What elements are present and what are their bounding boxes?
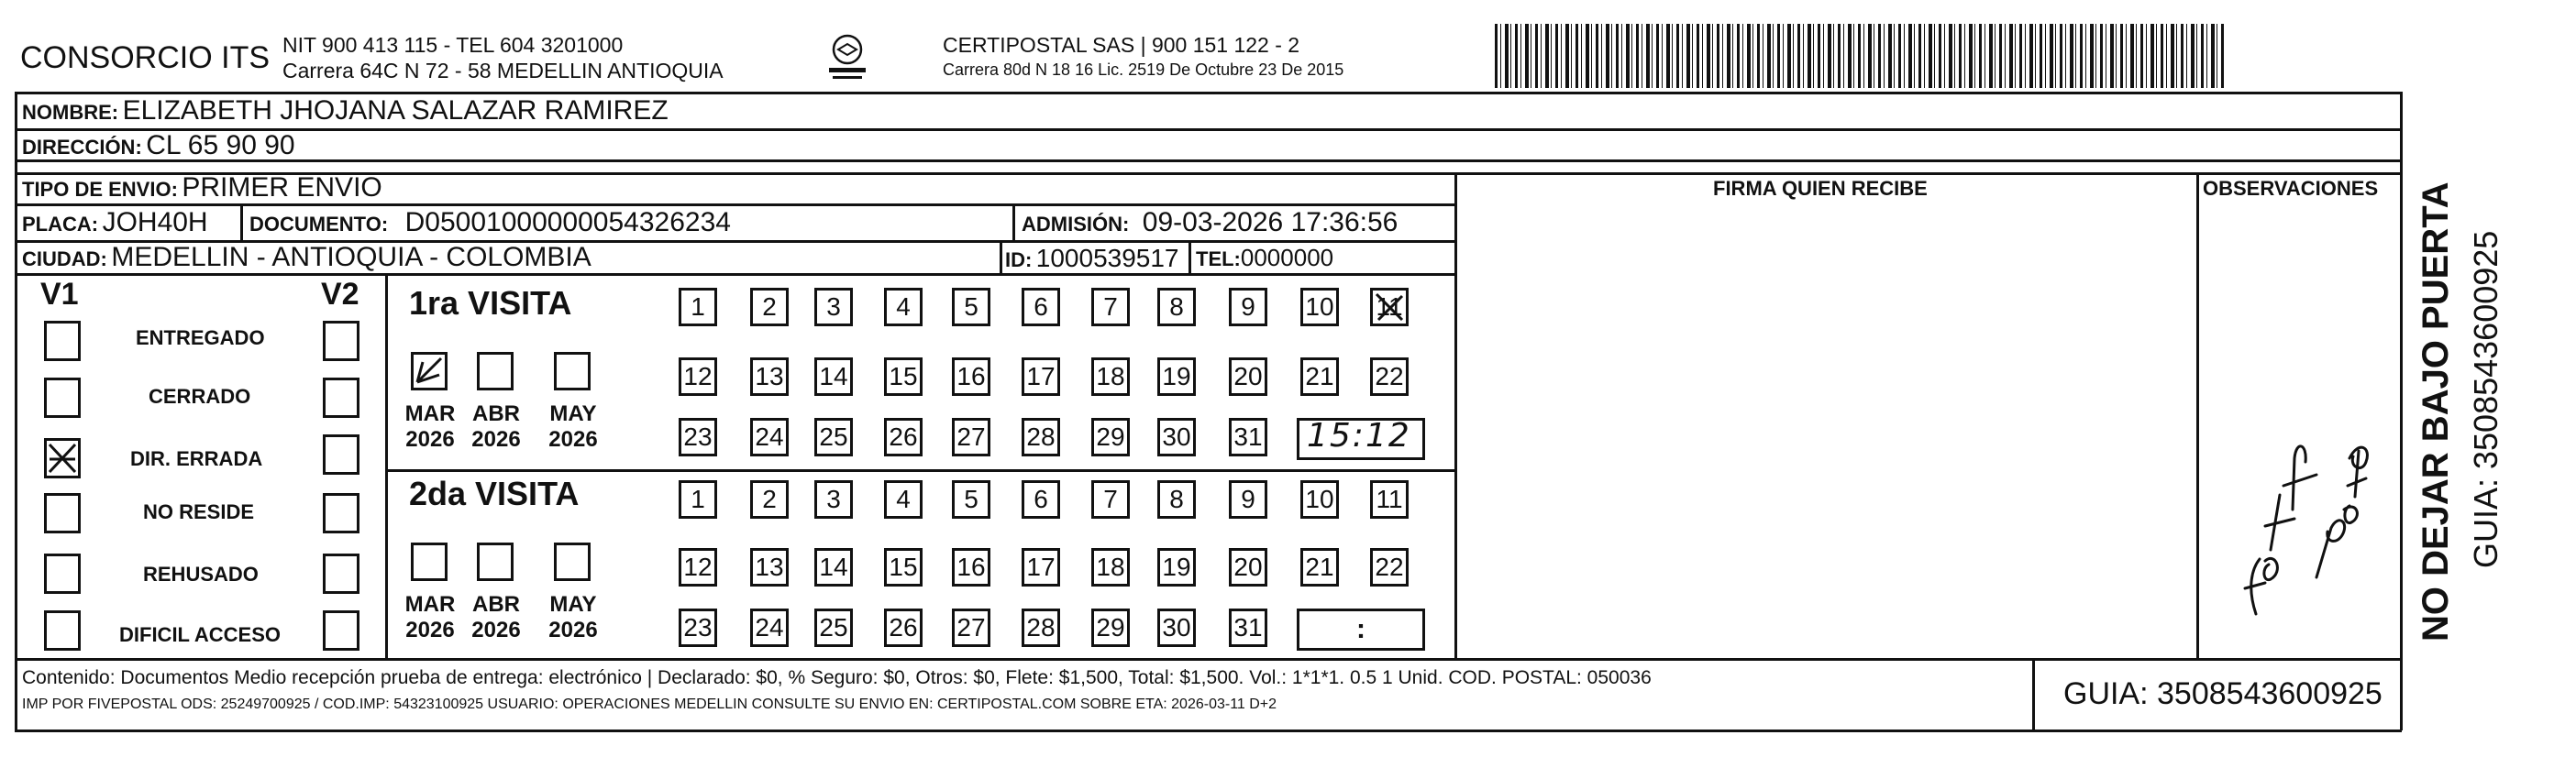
second-visit-day-29[interactable] [1091,609,1130,647]
second-visit-day-19[interactable] [1157,548,1196,587]
documento-label: DOCUMENTO: [249,213,389,236]
first-visit-day-15[interactable] [884,357,923,396]
first-visit-day-27[interactable] [952,418,990,456]
first-visit-day-17[interactable] [1022,357,1060,396]
second-visit-day-label: 9 [1241,485,1255,513]
first-visit-day-23[interactable] [679,418,717,456]
first-visit-day-7[interactable] [1091,288,1130,326]
v1-checkbox-no-reside[interactable] [44,493,81,533]
first-visit-month-mar: MAR [404,401,456,426]
first-visit-day-28[interactable] [1022,418,1060,456]
status-no-reside: NO RESIDE [143,500,255,523]
first-visit-day-1[interactable] [679,288,717,326]
observaciones-handwriting [2228,348,2375,642]
second-visit-day-20[interactable] [1229,548,1267,587]
observaciones-header: OBSERVACIONES [2203,177,2379,200]
v2-checkbox-no-reside[interactable] [323,493,359,533]
first-visit-day-10[interactable] [1300,288,1339,326]
v1-label: V1 [40,277,79,312]
first-visit-day-label: 5 [964,292,978,321]
second-visit-day-6[interactable] [1022,480,1060,519]
footer-contenido: Contenido: Documentos Medio recepción prueba de entrega: electrónico | Declarado: $0, % Seguro: $0, Otros: $0, Flete: $1,500, Total: $1,500. Vol.: 1*1*1. 0.5 1 Unid. COD. POSTAL: 050036 [22,667,1652,688]
second-visit-day-label: 14 [819,553,848,581]
second-visit-day-label: 13 [755,553,784,581]
second-visit-day-label: 21 [1305,553,1334,581]
second-visit-month-may: MAY [549,592,597,617]
first-visit-day-label: 23 [683,422,713,451]
certipostal-logo [824,31,871,82]
first-visit-day-label: 20 [1233,362,1263,390]
second-visit-year-may: 2026 [548,618,598,642]
first-visit-day-12[interactable] [679,357,717,396]
second-visit-day-label: 19 [1162,553,1191,581]
second-visit-day-3[interactable] [814,480,853,519]
second-visit-day-23[interactable] [679,609,717,647]
first-visit-time: 15:12 [1307,417,1411,455]
second-visit-day-label: 29 [1096,613,1125,642]
v2-checkbox-dir-errada[interactable] [323,434,359,475]
v1-checkbox-dificil-acceso[interactable] [44,610,81,651]
direccion-value: CL 65 90 90 [146,130,295,160]
second-visit-day-label: 18 [1096,553,1125,581]
first-visit-day-label: 18 [1096,362,1125,390]
second-visit-day-26[interactable] [884,609,923,647]
barcode [1495,24,2224,88]
first-visit-day-label: 12 [683,362,713,390]
second-visit-day-5[interactable] [952,480,990,519]
first-visit-day-label: 8 [1169,292,1184,321]
second-visit-day-label: 4 [896,485,911,513]
second-visit-day-1[interactable] [679,480,717,519]
first-visit-day-label: 1 [691,292,705,321]
first-visit-day-label: 14 [819,362,848,390]
second-visit-day-label: 1 [691,485,705,513]
documento-value: D05001000000054326234 [404,207,731,237]
second-visit-day-16[interactable] [952,548,990,587]
v1-checkbox-rehusado[interactable] [44,554,81,594]
second-visit-day-label: 25 [819,613,848,642]
v1-checkbox-entregado[interactable] [44,321,81,361]
tel-value: 0000000 [1240,244,1334,271]
second-visit-day-label: 30 [1162,613,1191,642]
second-visit-day-label: 10 [1305,485,1334,513]
first-visit-day-label: 30 [1162,422,1191,451]
first-visit-day-8[interactable] [1157,288,1196,326]
ciudad-label: CIUDAD: [22,247,107,270]
first-visit-day-26[interactable] [884,418,923,456]
second-visit-time-box[interactable] [1297,609,1425,651]
second-visit-day-label: 24 [755,613,784,642]
first-visit-day-label: 28 [1026,422,1056,451]
v1-checkbox-dir-errada[interactable] [44,438,81,478]
second-visit-day-label: 27 [956,613,986,642]
first-visit-day-label: 25 [819,422,848,451]
first-visit-day-label: 24 [755,422,784,451]
first-visit-day-3[interactable] [814,288,853,326]
v2-label: V2 [321,277,359,312]
first-visit-year-may: 2026 [548,427,598,452]
first-visit-day-label: 2 [762,292,777,321]
first-visit-day-20[interactable] [1229,357,1267,396]
first-visit-day-4[interactable] [884,288,923,326]
second-visit-day-label: 22 [1375,553,1404,581]
second-visit-day-label: 26 [889,613,918,642]
first-visit-day-6[interactable] [1022,288,1060,326]
second-visit-day-14[interactable] [814,548,853,587]
second-visit-day-label: 23 [683,613,713,642]
check-mark-icon [1373,291,1406,324]
second-visit-day-label: 20 [1233,553,1263,581]
second-visit-month-may-box[interactable] [554,543,591,581]
second-visit-day-8[interactable] [1157,480,1196,519]
second-visit-title: 2da VISITA [409,475,580,512]
first-visit-day-label: 21 [1305,362,1334,390]
first-visit-day-label: 15 [889,362,918,390]
carrier-address: Carrera 80d N 18 16 Lic. 2519 De Octubre 23 De 2015 [943,60,1344,79]
first-visit-day-31[interactable] [1229,418,1267,456]
check-mark-icon [414,355,445,388]
second-visit-day-label: 11 [1376,485,1403,513]
v2-checkbox-dificil-acceso[interactable] [323,610,359,651]
second-visit-day-27[interactable] [952,609,990,647]
second-visit-day-2[interactable] [750,480,789,519]
carrier-name: CERTIPOSTAL SAS | 900 151 122 - 2 [943,33,1300,57]
first-visit-day-24[interactable] [750,418,789,456]
second-visit-day-label: 8 [1169,485,1184,513]
check-mark-icon [47,441,78,476]
first-visit-day-16[interactable] [952,357,990,396]
first-visit-title: 1ra VISITA [409,284,572,322]
second-visit-day-17[interactable] [1022,548,1060,587]
first-visit-day-label: 6 [1034,292,1048,321]
v1-checkbox-cerrado[interactable] [44,378,81,418]
footer-guia: GUIA: 3508543600925 [2063,676,2383,711]
first-visit-day-label: 17 [1026,362,1056,390]
status-cerrado: CERRADO [149,385,251,408]
first-visit-day-label: 7 [1103,292,1118,321]
first-visit-day-label: 13 [755,362,784,390]
second-visit-time: : [1356,614,1365,644]
first-visit-year-abr: 2026 [471,427,521,452]
status-dir-errada: DIR. ERRADA [130,447,263,470]
v2-checkbox-cerrado[interactable] [323,378,359,418]
placa-label: PLACA: [22,213,99,236]
first-visit-month-mar-box[interactable] [411,352,448,390]
first-visit-day-label: 4 [896,292,911,321]
status-dificil-acceso: DIFICIL ACCESO [119,623,282,646]
first-visit-day-5[interactable] [952,288,990,326]
first-visit-day-label: 26 [889,422,918,451]
first-visit-day-30[interactable] [1157,418,1196,456]
first-visit-day-label: 10 [1305,292,1334,321]
second-visit-month-abr-box[interactable] [477,543,514,581]
second-visit-day-24[interactable] [750,609,789,647]
second-visit-day-11[interactable] [1370,480,1409,519]
nombre-label: NOMBRE: [22,101,119,124]
first-visit-day-label: 22 [1375,362,1404,390]
second-visit-day-label: 16 [956,553,986,581]
first-visit-time-box[interactable] [1297,418,1425,460]
second-visit-day-15[interactable] [884,548,923,587]
admision-label: ADMISIÓN: [1022,213,1130,236]
no-dejar-bajo-puerta: NO DEJAR BAJO PUERTA [2416,181,2456,642]
second-visit-year-mar: 2026 [405,618,455,642]
second-visit-day-label: 3 [826,485,841,513]
first-visit-day-29[interactable] [1091,418,1130,456]
first-visit-day-label: 31 [1233,422,1263,451]
second-visit-day-10[interactable] [1300,480,1339,519]
second-visit-day-25[interactable] [814,609,853,647]
placa-value: JOH40H [102,207,208,237]
nombre-value: ELIZABETH JHOJANA SALAZAR RAMIREZ [122,95,669,126]
v2-checkbox-entregado[interactable] [323,321,359,361]
second-visit-day-label: 28 [1026,613,1056,642]
admision-value: 09-03-2026 17:36:56 [1142,207,1399,237]
first-visit-day-22[interactable] [1370,357,1409,396]
side-guia: GUIA: 3508543600925 [2467,230,2504,568]
first-visit-month-may: MAY [549,401,597,426]
status-rehusado: REHUSADO [143,563,259,586]
first-visit-day-14[interactable] [814,357,853,396]
first-visit-day-19[interactable] [1157,357,1196,396]
first-visit-day-25[interactable] [814,418,853,456]
first-visit-day-label: 3 [826,292,841,321]
first-visit-day-label: 19 [1162,362,1191,390]
second-visit-day-label: 17 [1026,553,1056,581]
first-visit-day-18[interactable] [1091,357,1130,396]
first-visit-month-abr: ABR [472,401,520,426]
tipo-value: PRIMER ENVIO [182,172,382,203]
first-visit-month-abr-box[interactable] [477,352,514,390]
tipo-label: TIPO DE ENVIO: [22,178,178,201]
second-visit-day-30[interactable] [1157,609,1196,647]
first-visit-day-11[interactable] [1370,288,1409,326]
first-visit-day-label: 9 [1241,292,1255,321]
second-visit-day-label: 5 [964,485,978,513]
second-visit-year-abr: 2026 [471,618,521,642]
footer-imp: IMP POR FIVEPOSTAL ODS: 25249700925 / COD.IMP: 54323100925 USUARIO: OPERACIONES MEDELLIN CONSULTE SU ENVIO EN: CERTIPOSTAL.COM SOBRE ETA: 2026-03-11 D+2 [22,697,1277,712]
first-visit-day-label: 27 [956,422,986,451]
first-visit-day-21[interactable] [1300,357,1339,396]
id-value: 1000539517 [1035,244,1179,272]
second-visit-month-abr: ABR [472,592,520,617]
second-visit-day-28[interactable] [1022,609,1060,647]
first-visit-day-label: 16 [956,362,986,390]
second-visit-day-22[interactable] [1370,548,1409,587]
direccion-label: DIRECCIÓN: [22,136,142,159]
second-visit-month-mar: MAR [404,592,456,617]
second-visit-day-13[interactable] [750,548,789,587]
second-visit-day-label: 6 [1034,485,1048,513]
second-visit-day-label: 31 [1233,613,1263,642]
second-visit-day-label: 12 [683,553,713,581]
first-visit-day-label: 11 [1376,292,1403,321]
firma-header: FIRMA QUIEN RECIBE [1713,177,1928,200]
second-visit-day-31[interactable] [1229,609,1267,647]
tel-label: TEL: [1196,247,1241,270]
second-visit-day-21[interactable] [1300,548,1339,587]
first-visit-day-9[interactable] [1229,288,1267,326]
second-visit-day-label: 2 [762,485,777,513]
first-visit-day-13[interactable] [750,357,789,396]
id-label: ID: [1005,248,1033,271]
status-entregado: ENTREGADO [136,326,265,349]
second-visit-day-18[interactable] [1091,548,1130,587]
second-visit-day-9[interactable] [1229,480,1267,519]
first-visit-day-2[interactable] [750,288,789,326]
second-visit-day-12[interactable] [679,548,717,587]
second-visit-day-7[interactable] [1091,480,1130,519]
first-visit-year-mar: 2026 [405,427,455,452]
ciudad-value: MEDELLIN - ANTIOQUIA - COLOMBIA [111,242,591,272]
second-visit-day-4[interactable] [884,480,923,519]
first-visit-day-label: 29 [1096,422,1125,451]
company-name: CONSORCIO ITS [20,40,271,75]
second-visit-day-label: 15 [889,553,918,581]
first-visit-month-may-box[interactable] [554,352,591,390]
company-address: Carrera 64C N 72 - 58 MEDELLIN ANTIOQUIA [282,59,724,82]
v2-checkbox-rehusado[interactable] [323,554,359,594]
second-visit-day-label: 7 [1103,485,1118,513]
company-nit: NIT 900 413 115 - TEL 604 3201000 [282,33,624,57]
second-visit-month-mar-box[interactable] [411,543,448,581]
